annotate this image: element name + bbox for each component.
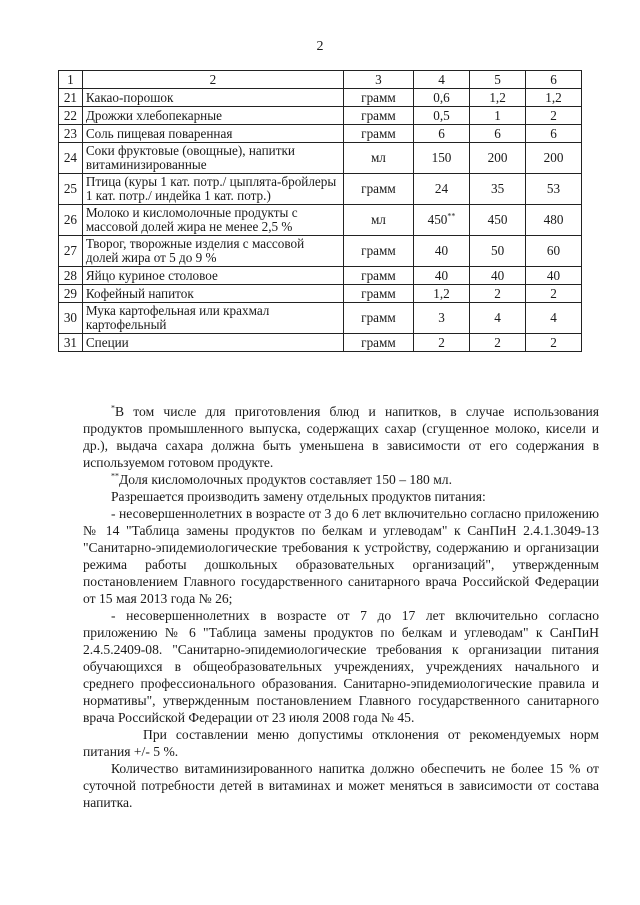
product-name: Специи — [82, 334, 343, 352]
table-row — [59, 143, 582, 174]
norm-value-3: 1,2 — [526, 89, 582, 107]
product-name: Какао-порошок — [82, 89, 343, 107]
norm-value-1: 150 — [413, 143, 469, 174]
unit-cell: грамм — [343, 125, 413, 143]
unit-cell: грамм — [343, 285, 413, 303]
norm-value-1: 0,6 — [413, 89, 469, 107]
table-row — [59, 303, 582, 334]
row-number: 21 — [59, 89, 83, 107]
norm-value-3: 2 — [526, 107, 582, 125]
row-number: 29 — [59, 285, 83, 303]
norm-value-3: 480 — [526, 205, 582, 236]
unit-cell: грамм — [343, 267, 413, 285]
norm-value-1: 24 — [413, 174, 469, 205]
norm-value-2: 4 — [470, 303, 526, 334]
replace-intro: Разрешается производить замену отдельных продуктов питания: — [111, 489, 486, 504]
footnote-mark: ** — [447, 211, 456, 221]
norm-value-3: 60 — [526, 236, 582, 267]
vitamin-note: Количество витаминизированного напитка должно обеспечить не более 15 % от суточной потребности детей в витаминах и может меняться в зависимости от состава напитка. — [83, 761, 599, 810]
product-name: Мука картофельная или крахмал картофельный — [82, 303, 343, 334]
norm-value-2: 40 — [470, 267, 526, 285]
product-name: Дрожжи хлебопекарные — [82, 107, 343, 125]
unit-cell: грамм — [343, 174, 413, 205]
norm-value-2: 50 — [470, 236, 526, 267]
norm-value-3: 200 — [526, 143, 582, 174]
footnote-mark: * — [111, 403, 115, 413]
norm-value-1: 40 — [413, 267, 469, 285]
header-cell: 4 — [413, 71, 469, 89]
product-name: Яйцо куриное столовое — [82, 267, 343, 285]
row-number: 27 — [59, 236, 83, 267]
unit-cell: мл — [343, 143, 413, 174]
norm-value-3: 2 — [526, 285, 582, 303]
table-row — [59, 205, 582, 236]
table-header-row — [59, 71, 582, 89]
row-number: 26 — [59, 205, 83, 236]
table-row — [59, 285, 582, 303]
norm-value-1: 450** — [413, 205, 469, 236]
unit-cell: грамм — [343, 107, 413, 125]
deviation-note: При составлении меню допустимы отклонения от рекомендуемых норм питания +/- 5 %. — [83, 727, 599, 759]
header-cell: 6 — [526, 71, 582, 89]
table-row — [59, 89, 582, 107]
unit-cell: грамм — [343, 303, 413, 334]
footnote-1 — [83, 403, 599, 471]
norm-value-2: 35 — [470, 174, 526, 205]
footnote-2 — [83, 471, 599, 488]
norm-value-2: 200 — [470, 143, 526, 174]
header-cell: 2 — [82, 71, 343, 89]
norm-value-2: 450 — [470, 205, 526, 236]
product-name: Кофейный напиток — [82, 285, 343, 303]
header-cell: 1 — [59, 71, 83, 89]
footnote-text: В том числе для приготовления блюд и напитков, в случае использования продуктов промышленного выпуска, содержащих сахар (сгущенное молоко, кисели и др.), выдача сахара должна быть уменьшена в зависимости от его содержания в используемом готовом продукте. — [83, 404, 599, 470]
product-name: Птица (куры 1 кат. потр./ цыплята-бройлеры 1 кат. потр./ индейка 1 кат. потр.) — [82, 174, 343, 205]
norm-value-2: 1,2 — [470, 89, 526, 107]
product-name: Соки фруктовые (овощные), напитки витаминизированные — [82, 143, 343, 174]
row-number: 30 — [59, 303, 83, 334]
page-number: 2 — [316, 39, 324, 54]
norm-value-3: 4 — [526, 303, 582, 334]
table-row — [59, 267, 582, 285]
row-number: 28 — [59, 267, 83, 285]
product-name: Соль пищевая поваренная — [82, 125, 343, 143]
norm-value-1: 6 — [413, 125, 469, 143]
norm-value-1: 3 — [413, 303, 469, 334]
norm-value-2: 6 — [470, 125, 526, 143]
table-row — [59, 107, 582, 125]
norm-value-1: 1,2 — [413, 285, 469, 303]
unit-cell: грамм — [343, 236, 413, 267]
norm-value-1: 40 — [413, 236, 469, 267]
row-number: 24 — [59, 143, 83, 174]
norm-value-2: 2 — [470, 334, 526, 352]
norm-value-2: 2 — [470, 285, 526, 303]
row-number: 31 — [59, 334, 83, 352]
table-row — [59, 236, 582, 267]
unit-cell: мл — [343, 205, 413, 236]
replace-item-1: - несовершеннолетних в возрасте от 3 до 6 лет включительно согласно приложению № 14 "Таблица замены продуктов по белкам и углеводам" к СанПиН 2.4.1.3049-13 "Санитарно-эпидемиологические требования к устройству, содержанию и организации режима работы дошкольных образовательных организаций", утвержденным постановлением Главного государственного санитарного врача Российской Федерации от 15 мая 2013 года № 26; — [83, 506, 599, 606]
norm-value-3: 6 — [526, 125, 582, 143]
norm-value-1: 0,5 — [413, 107, 469, 125]
norm-value-1: 2 — [413, 334, 469, 352]
table-row — [59, 125, 582, 143]
product-name: Молоко и кисломолочные продукты с массовой долей жира не менее 2,5 % — [82, 205, 343, 236]
table-row — [59, 174, 582, 205]
header-cell: 5 — [470, 71, 526, 89]
norm-value-3: 53 — [526, 174, 582, 205]
footnote-mark: ** — [111, 471, 119, 481]
food-norms-table — [58, 70, 582, 352]
table-row — [59, 334, 582, 352]
row-number: 25 — [59, 174, 83, 205]
norm-value-3: 2 — [526, 334, 582, 352]
norm-value-3: 40 — [526, 267, 582, 285]
product-name: Творог, творожные изделия с массовой долей жира от 5 до 9 % — [82, 236, 343, 267]
footnote-text: Доля кисломолочных продуктов составляет 150 – 180 мл. — [119, 472, 452, 487]
header-cell: 3 — [343, 71, 413, 89]
norm-value-2: 1 — [470, 107, 526, 125]
row-number: 22 — [59, 107, 83, 125]
unit-cell: грамм — [343, 334, 413, 352]
row-number: 23 — [59, 125, 83, 143]
notes-block — [83, 403, 599, 811]
unit-cell: грамм — [343, 89, 413, 107]
replace-item-2: - несовершеннолетних в возрасте от 7 до 17 лет включительно согласно приложению № 6 "Таблица замены продуктов по белкам и углеводам" к СанПиН 2.4.5.2409-08. "Санитарно-эпидемиологические требования к организации питания обучающихся в общеобразовательных учреждениях, учреждениях начального и среднего профессионального образования. Санитарно-эпидемиологические правила и нормативы", утвержденным постановлением Главного государственного санитарного врача Российской Федерации от 23 июля 2008 года № 45. — [83, 608, 599, 725]
